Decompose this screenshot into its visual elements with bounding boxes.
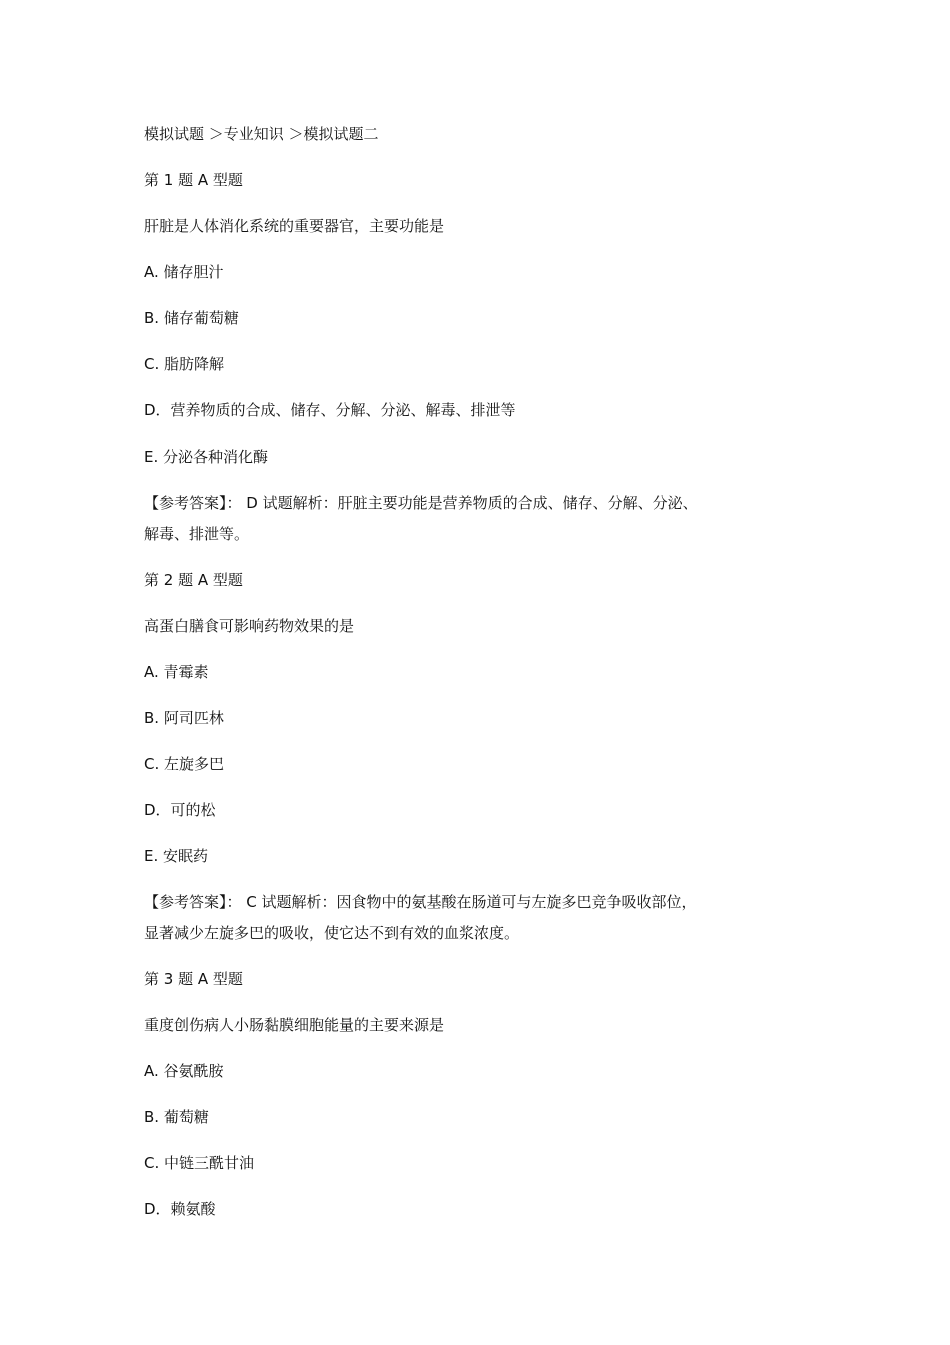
question-2-stem: 高蛋白膳食可影响药物效果的是: [144, 617, 355, 635]
question-1-option-c: C. 脂肪降解: [144, 355, 225, 373]
question-2-option-b: B. 阿司匹林: [144, 709, 224, 727]
question-1-option-a: A. 储存胆汁: [144, 263, 224, 281]
question-1-option-d: D．营养物质的合成、储存、分解、分泌、解毒、排泄等: [144, 401, 516, 419]
question-3-header: 第 3 题 A 型题: [144, 970, 243, 988]
question-2-answer-line-2: 显著减少左旋多巴的吸收，使它达不到有效的血浆浓度。: [144, 924, 520, 942]
question-1-option-e: E. 分泌各种消化酶: [144, 448, 269, 466]
question-3-option-b: B. 葡萄糖: [144, 1108, 209, 1126]
question-1-option-b: B. 储存葡萄糖: [144, 309, 239, 327]
question-3-stem: 重度创伤病人小肠黏膜细胞能量的主要来源是: [144, 1016, 445, 1034]
question-2-option-d: D．可的松: [144, 801, 216, 819]
breadcrumb: 模拟试题 ＞专业知识 ＞模拟试题二: [144, 125, 379, 143]
question-2-header: 第 2 题 A 型题: [144, 571, 243, 589]
question-3-option-c: C. 中链三酰甘油: [144, 1154, 255, 1172]
question-2-option-e: E. 安眠药: [144, 847, 209, 865]
question-1-stem: 肝脏是人体消化系统的重要器官，主要功能是: [144, 217, 445, 235]
question-3-option-a: A. 谷氨酰胺: [144, 1062, 224, 1080]
question-2-option-a: A. 青霉素: [144, 663, 209, 681]
question-3-option-d: D．赖氨酸: [144, 1200, 216, 1218]
question-1-header: 第 1 题 A 型题: [144, 171, 243, 189]
question-1-answer-line-2: 解毒、排泄等。: [144, 525, 250, 543]
question-1-answer-line-1: 【参考答案】： D 试题解析：肝脏主要功能是营养物质的合成、储存、分解、分泌、: [144, 494, 698, 512]
question-2-answer-line-1: 【参考答案】： C 试题解析：因食物中的氨基酸在肠道可与左旋多巴竞争吸收部位，: [144, 893, 697, 911]
question-2-option-c: C. 左旋多巴: [144, 755, 225, 773]
